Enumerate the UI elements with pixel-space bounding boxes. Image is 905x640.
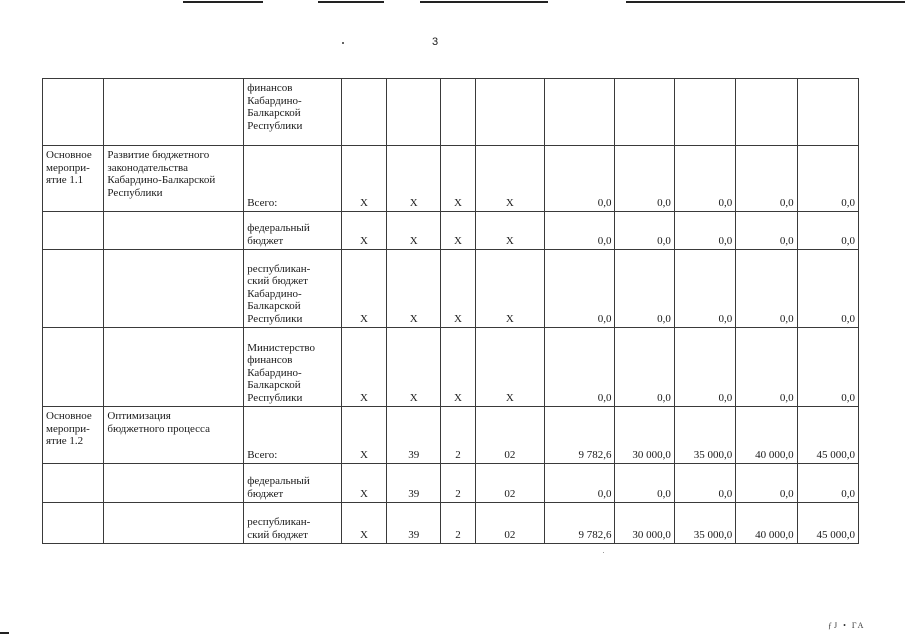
cell-amount: 0,0	[797, 250, 858, 328]
cell-amount	[674, 79, 735, 146]
cell-amount: 0,0	[615, 328, 674, 407]
cell-amount: 0,0	[797, 212, 858, 250]
cell-amount: 0,0	[545, 328, 615, 407]
cell-classification-code	[341, 79, 386, 146]
cell-classification-code: X	[441, 212, 475, 250]
cell-measure-description	[104, 328, 244, 407]
cell-amount: 0,0	[674, 212, 735, 250]
cell-amount: 0,0	[615, 464, 674, 503]
cell-amount: 9 782,6	[545, 503, 615, 544]
cell-classification-code: X	[475, 250, 544, 328]
cell-amount: 0,0	[736, 328, 797, 407]
table-row	[43, 212, 859, 250]
table-row	[43, 250, 859, 328]
cell-measure-name: Основное меропри- ятие 1.1	[43, 146, 104, 212]
cell-amount: 0,0	[797, 464, 858, 503]
cell-amount	[545, 79, 615, 146]
cell-amount: 40 000,0	[736, 407, 797, 464]
cell-measure-description	[104, 464, 244, 503]
cell-funding-source: Министерство финансов Кабардино- Балкарской Республики	[244, 328, 342, 407]
cell-classification-code: X	[441, 328, 475, 407]
cell-amount: 0,0	[674, 464, 735, 503]
cell-amount: 0,0	[674, 146, 735, 212]
cell-amount: 0,0	[736, 464, 797, 503]
cell-amount: 0,0	[797, 328, 858, 407]
cell-measure-name	[43, 328, 104, 407]
handwritten-mark: ƒJ • ГА	[828, 621, 866, 630]
cell-measure-name	[43, 212, 104, 250]
cell-measure-name	[43, 79, 104, 146]
cell-amount: 0,0	[545, 212, 615, 250]
cell-amount: 0,0	[545, 250, 615, 328]
corner-mark	[0, 632, 9, 634]
cell-measure-name	[43, 250, 104, 328]
table-row	[43, 328, 859, 407]
cell-classification-code: X	[441, 146, 475, 212]
cell-amount: 45 000,0	[797, 503, 858, 544]
budget-table-body	[43, 79, 859, 544]
cell-classification-code: X	[475, 146, 544, 212]
cell-measure-description	[104, 250, 244, 328]
scan-speck	[603, 552, 604, 553]
cell-amount: 30 000,0	[615, 407, 674, 464]
cell-classification-code: X	[341, 250, 386, 328]
cell-measure-name	[43, 464, 104, 503]
cell-measure-description: Развитие бюджетного законодательства Кабардино-Балкарской Республики	[104, 146, 244, 212]
cell-classification-code: 02	[475, 464, 544, 503]
cell-funding-source: Всего:	[244, 407, 342, 464]
table-row	[43, 464, 859, 503]
cell-classification-code: X	[341, 503, 386, 544]
cell-amount: 35 000,0	[674, 407, 735, 464]
cell-amount: 0,0	[797, 146, 858, 212]
cell-amount	[615, 79, 674, 146]
cell-classification-code: 39	[387, 464, 441, 503]
cell-amount: 0,0	[674, 328, 735, 407]
cell-funding-source: Всего:	[244, 146, 342, 212]
cell-funding-source: федеральный бюджет	[244, 464, 342, 503]
table-row	[43, 407, 859, 464]
header-rule	[626, 1, 905, 3]
cell-classification-code: X	[341, 212, 386, 250]
header-rule	[318, 1, 384, 3]
cell-measure-description: Оптимизация бюджетного процесса	[104, 407, 244, 464]
cell-amount: 0,0	[615, 250, 674, 328]
cell-amount: 0,0	[736, 212, 797, 250]
cell-classification-code: 2	[441, 464, 475, 503]
cell-amount: 0,0	[615, 146, 674, 212]
cell-classification-code: X	[475, 212, 544, 250]
cell-funding-source: федеральный бюджет	[244, 212, 342, 250]
cell-amount: 30 000,0	[615, 503, 674, 544]
cell-classification-code: X	[387, 328, 441, 407]
cell-amount: 0,0	[736, 250, 797, 328]
cell-classification-code: 02	[475, 503, 544, 544]
cell-amount: 9 782,6	[545, 407, 615, 464]
cell-measure-name	[43, 503, 104, 544]
cell-amount: 40 000,0	[736, 503, 797, 544]
cell-amount: 0,0	[615, 212, 674, 250]
table-row	[43, 503, 859, 544]
cell-classification-code	[387, 79, 441, 146]
cell-amount: 35 000,0	[674, 503, 735, 544]
cell-classification-code: X	[387, 212, 441, 250]
cell-classification-code: 39	[387, 503, 441, 544]
table-row	[43, 146, 859, 212]
cell-classification-code	[475, 79, 544, 146]
cell-classification-code: 2	[441, 503, 475, 544]
cell-classification-code: X	[341, 464, 386, 503]
cell-funding-source: республикан- ский бюджет Кабардино- Балкарской Республики	[244, 250, 342, 328]
cell-classification-code: 2	[441, 407, 475, 464]
cell-funding-source: финансов Кабардино- Балкарской Республики	[244, 79, 342, 146]
cell-classification-code: 39	[387, 407, 441, 464]
header-rule	[420, 1, 548, 3]
cell-amount	[736, 79, 797, 146]
cell-measure-name: Основное меропри- ятие 1.2	[43, 407, 104, 464]
header-rule	[183, 1, 263, 3]
cell-classification-code: X	[441, 250, 475, 328]
cell-classification-code: X	[387, 146, 441, 212]
cell-funding-source: республикан- ский бюджет	[244, 503, 342, 544]
cell-classification-code: X	[341, 407, 386, 464]
cell-measure-description	[104, 503, 244, 544]
cell-amount: 0,0	[674, 250, 735, 328]
cell-classification-code	[441, 79, 475, 146]
cell-classification-code: X	[341, 328, 386, 407]
cell-amount: 0,0	[736, 146, 797, 212]
cell-classification-code: 02	[475, 407, 544, 464]
cell-amount	[797, 79, 858, 146]
cell-measure-description	[104, 79, 244, 146]
cell-amount: 45 000,0	[797, 407, 858, 464]
cell-classification-code: X	[475, 328, 544, 407]
cell-amount: 0,0	[545, 146, 615, 212]
budget-table	[42, 78, 859, 544]
cell-classification-code: X	[341, 146, 386, 212]
page-number: 3	[431, 36, 439, 48]
table-row	[43, 79, 859, 146]
cell-classification-code: X	[387, 250, 441, 328]
cell-amount: 0,0	[545, 464, 615, 503]
scan-speck	[342, 42, 344, 44]
cell-measure-description	[104, 212, 244, 250]
